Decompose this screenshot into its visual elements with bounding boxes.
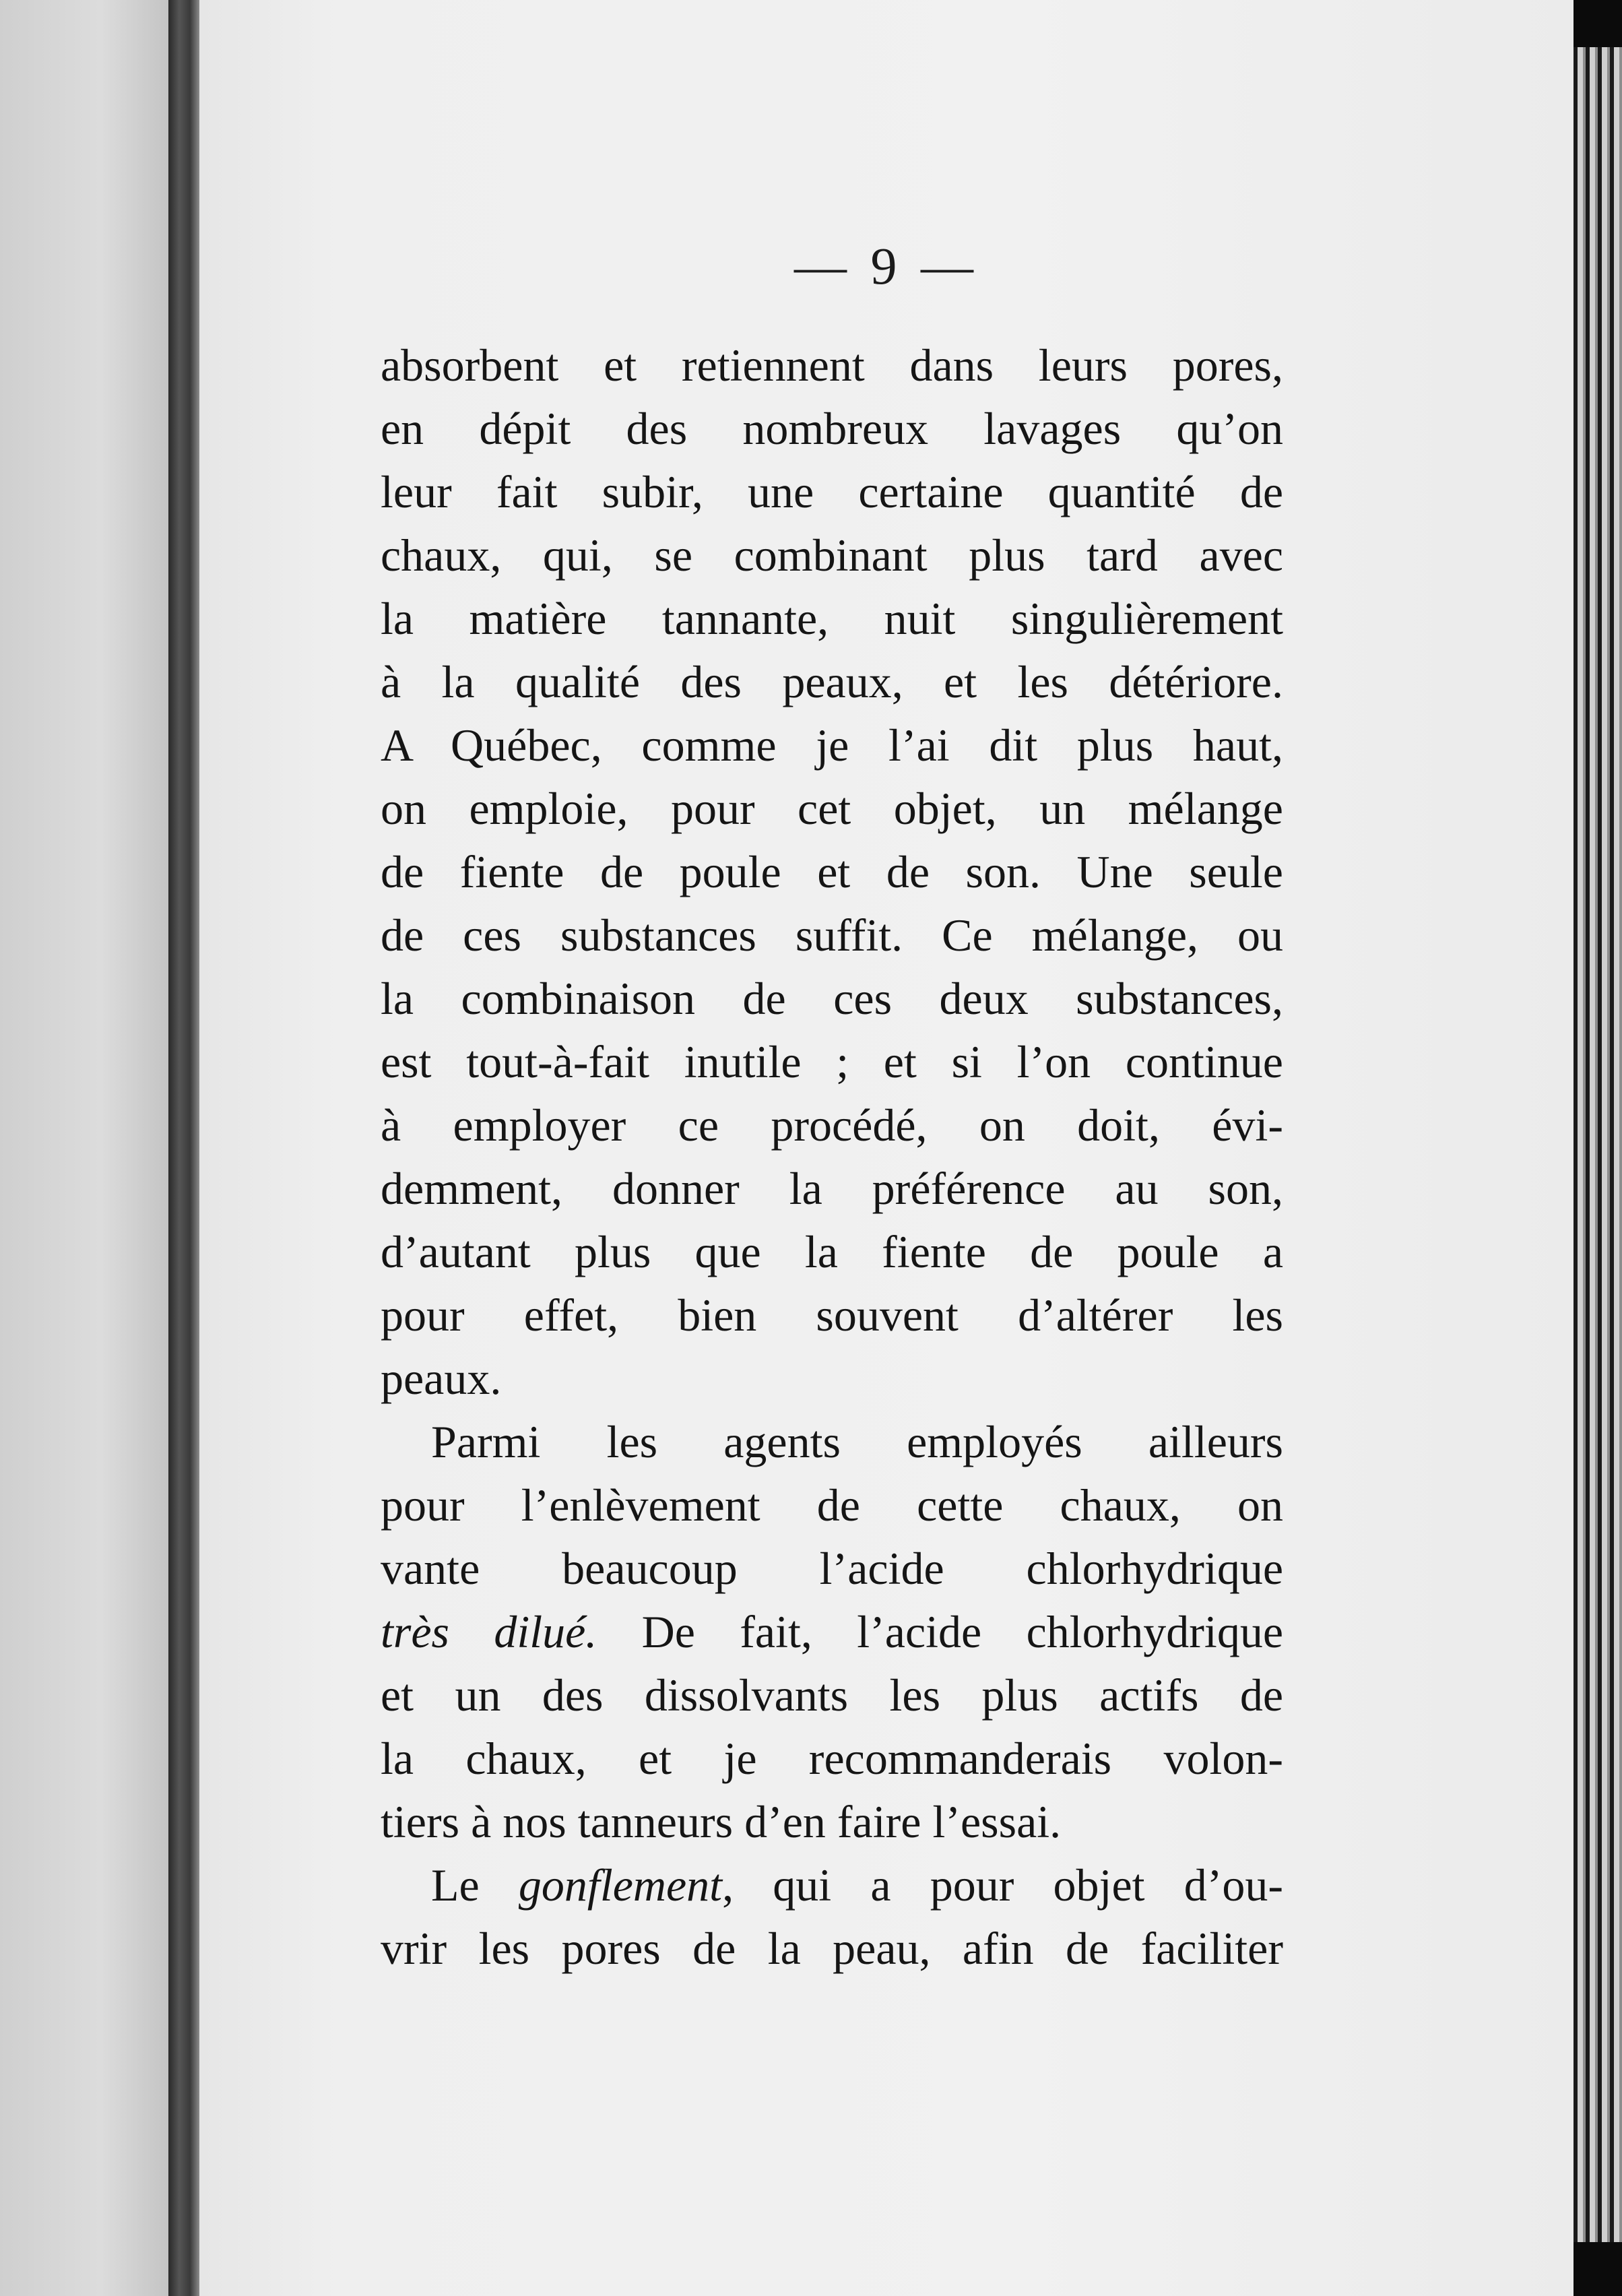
previous-page-edge	[0, 0, 168, 2296]
text-line: A Québec, comme je l’ai dit plus haut,	[381, 720, 1283, 771]
text-line: en dépit des nombreux lavages qu’on	[381, 403, 1283, 454]
text-line: absorbent et retiennent dans leurs pores,	[381, 340, 1283, 391]
text-line: la chaux, et je recommanderais volon-	[381, 1733, 1283, 1784]
text-line: d’autant plus que la fiente de poule a	[381, 1226, 1283, 1277]
page-number: — 9 —	[794, 236, 979, 295]
text-line: la matière tannante, nuit singulièrement	[381, 593, 1283, 644]
text-line: vante beaucoup l’acide chlorhydrique	[381, 1543, 1283, 1594]
italic-phrase: très dilué.	[381, 1606, 597, 1657]
text-line: de ces substances suffit. Ce mélange, ou	[381, 910, 1283, 961]
text-line: Parmi les agents employés ailleurs	[431, 1416, 1283, 1467]
text-line: à employer ce procédé, on doit, évi-	[381, 1099, 1283, 1151]
text-line: chaux, qui, se combinant plus tard avec	[381, 530, 1283, 581]
text-line: pour l’enlèvement de cette chaux, on	[381, 1479, 1283, 1531]
text-line: et un des dissolvants les plus actifs de	[381, 1669, 1283, 1721]
text-line	[381, 1853, 1283, 1917]
text-line	[381, 1600, 1283, 1663]
text-line: vrir les pores de la peau, afin de faciliter	[381, 1923, 1283, 1974]
text-line: demment, donner la préférence au son,	[381, 1163, 1283, 1214]
text-line: la combinaison de ces deux substances,	[381, 973, 1283, 1024]
text-line: de fiente de poule et de son. Une seule	[381, 846, 1283, 897]
text-line: on emploie, pour cet objet, un mélange	[381, 783, 1283, 834]
text-line: est tout-à-fait inutile ; et si l’on continue	[381, 1036, 1283, 1087]
text-line: à la qualité des peaux, et les détériore.	[381, 656, 1283, 707]
italic-phrase: gonflement	[518, 1859, 723, 1911]
text-line: tiers à nos tanneurs d’en faire l’essai.	[381, 1796, 1062, 1847]
page-body-text	[381, 333, 1283, 1980]
book-gutter	[168, 0, 199, 2296]
text-line: pour effet, bien souvent d’altérer les	[381, 1289, 1283, 1341]
text-line: leur fait subir, une certaine quantité de	[381, 466, 1283, 517]
text-line-start: Le	[431, 1859, 519, 1911]
text-line-rest: De fait, l’acide chlorhydrique	[597, 1606, 1283, 1657]
page-stack-edge	[1574, 0, 1622, 2296]
text-line: peaux.	[381, 1353, 502, 1404]
text-line-rest: , qui a pour objet d’ou-	[722, 1859, 1284, 1911]
